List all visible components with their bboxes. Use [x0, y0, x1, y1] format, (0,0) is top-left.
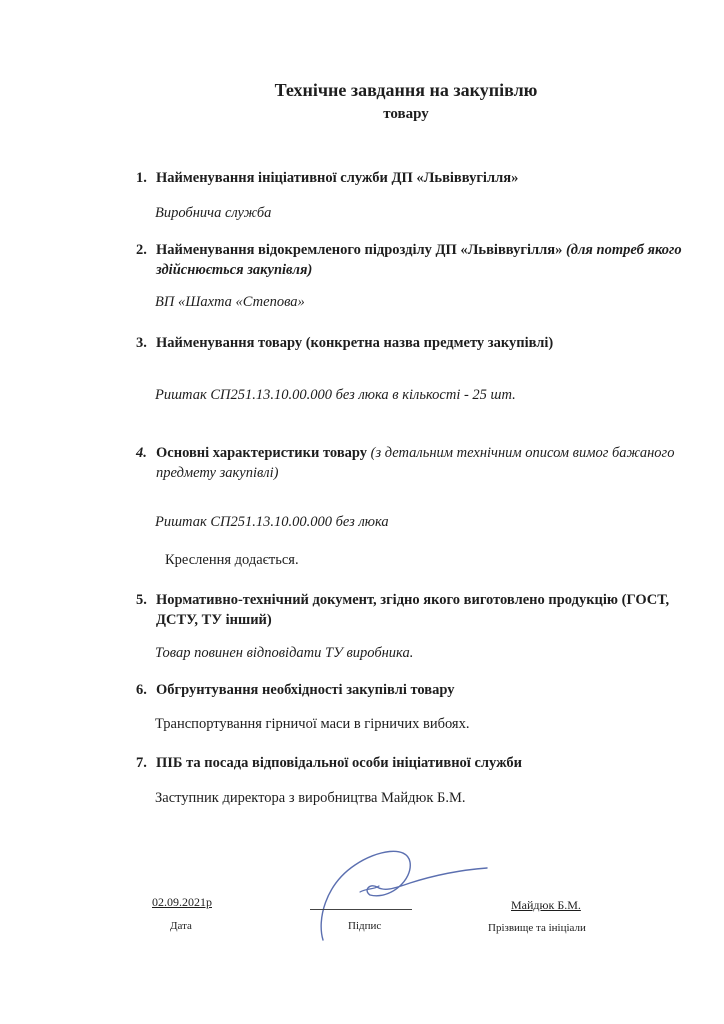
section-1-answer: Виробнича служба	[155, 205, 272, 221]
section-number: 3.	[136, 335, 147, 351]
section-number: 5.	[136, 592, 147, 608]
signature-label: Підпис	[348, 920, 382, 932]
date-value: 02.09.2021р	[152, 895, 212, 909]
name-value: Майдюк Б.М.	[511, 898, 581, 912]
section-7-answer: Заступник директора з виробництва Майдюк Б.М.	[155, 790, 466, 806]
signature-line	[310, 909, 412, 910]
section-1	[136, 168, 696, 188]
section-7	[136, 753, 696, 773]
section-heading: Найменування ініціативної служби ДП «Львіввугілля»	[156, 170, 519, 186]
section-5-answer: Товар повинен відповідати ТУ виробника.	[155, 645, 414, 661]
section-note: (з детальним технічним описом вимог бажаного предмету закупівлі)	[156, 445, 675, 481]
section-heading: ПІБ та посада відповідальної особи ініціативної служби	[156, 755, 523, 771]
document-title: Технічне завдання на закупівлю	[274, 80, 538, 100]
section-number: 6.	[136, 682, 147, 698]
section-5	[136, 590, 696, 630]
section-3	[136, 333, 696, 353]
section-2	[136, 240, 696, 280]
section-heading: Найменування відокремленого підрозділу ДП «Львіввугілля» (для потреб якого здійснюється закупівля)	[156, 242, 682, 278]
handwritten-signature	[315, 840, 495, 950]
section-heading: Нормативно-технічний документ, згідно якого виготовлено продукцію (ГОСТ, ДСТУ, ТУ інший)	[156, 592, 670, 628]
section-4-answer: Риштак СП251.13.10.00.000 без люка	[155, 514, 389, 530]
section-number: 7.	[136, 755, 147, 771]
section-6	[136, 680, 696, 700]
section-heading: Найменування товару (конкретна назва предмету закупівлі)	[156, 335, 554, 351]
section-6-answer: Транспортування гірничої маси в гірничих вибоях.	[155, 716, 470, 732]
document-subtitle: товару	[383, 106, 429, 122]
name-label: Прізвище та ініціали	[488, 922, 586, 934]
section-heading: Обгрунтування необхідності закупівлі товару	[156, 682, 455, 698]
section-4	[136, 443, 696, 483]
section-note: (для потреб якого здійснюється закупівля)	[156, 242, 682, 278]
section-number: 4.	[136, 445, 147, 461]
section-heading: Основні характеристики товару (з детальним технічним описом вимог бажаного предмету закупівлі)	[156, 445, 675, 481]
section-number: 1.	[136, 170, 147, 186]
section-3-answer: Риштак СП251.13.10.00.000 без люка в кількості - 25 шт.	[155, 387, 516, 403]
section-4-answer-extra: Креслення додається.	[165, 552, 299, 568]
section-2-answer: ВП «Шахта «Степова»	[155, 294, 305, 310]
date-label: Дата	[170, 920, 192, 932]
section-number: 2.	[136, 242, 147, 258]
